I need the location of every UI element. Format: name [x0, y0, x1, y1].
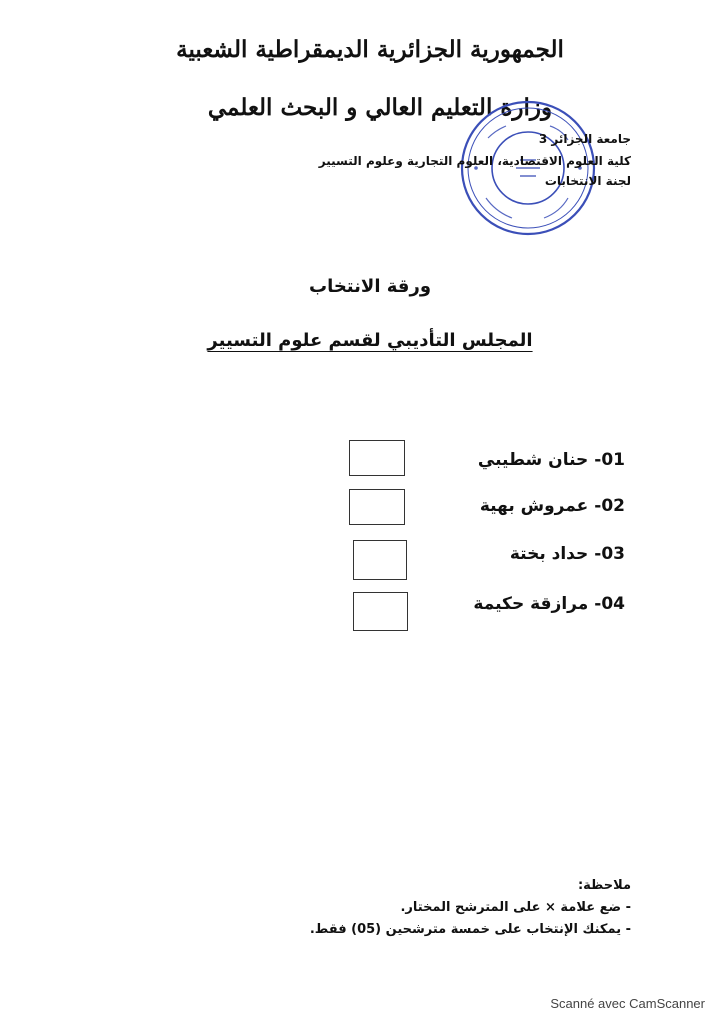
scanner-watermark: Scanné avec CamScanner [550, 996, 705, 1011]
candidate-name: عمروش بهية [479, 496, 589, 516]
candidate-number: 03- [594, 544, 625, 564]
candidate-2-checkbox[interactable] [349, 489, 405, 525]
candidate-number: 02- [594, 496, 625, 516]
note-item: - ضع علامة × على المترشح المختار. [400, 900, 631, 915]
candidate-row-3 [510, 544, 625, 564]
university-name: جامعة الجزائر 3 [538, 132, 631, 146]
candidate-name: مرازقة حكيمة [473, 594, 589, 614]
ministry-heading: وزارة التعليم العالي و البحث العلمي [207, 94, 553, 121]
candidate-row-4 [473, 594, 625, 614]
note-heading: ملاحظة: [577, 878, 631, 893]
candidate-row-1 [478, 450, 625, 470]
candidate-number: 01- [594, 450, 625, 470]
candidate-name: حنان شطيبي [477, 450, 589, 470]
candidate-1-checkbox[interactable] [349, 440, 405, 476]
candidate-3-checkbox[interactable] [353, 540, 407, 580]
candidate-number: 04- [594, 594, 625, 614]
republic-heading: الجمهورية الجزائرية الديمقراطية الشعبية [176, 36, 564, 63]
council-title-text: المجلس التأديبي لقسم علوم التسيير [207, 330, 533, 351]
university-stamp [458, 98, 598, 238]
note-item: - يمكنك الإنتخاب على خمسة مترشحين (05) فقط. [309, 922, 631, 937]
candidate-row-2 [480, 496, 625, 516]
election-committee: لجنة الانتخابات [544, 174, 631, 188]
ballot-title: ورقة الانتخاب [308, 276, 432, 297]
faculty-name: كلية العلوم الاقتصادية، العلوم التجارية وعلوم التسيير [318, 154, 631, 168]
council-title [180, 330, 560, 351]
candidate-4-checkbox[interactable] [353, 592, 408, 631]
candidate-name: حداد بختة [509, 544, 589, 564]
